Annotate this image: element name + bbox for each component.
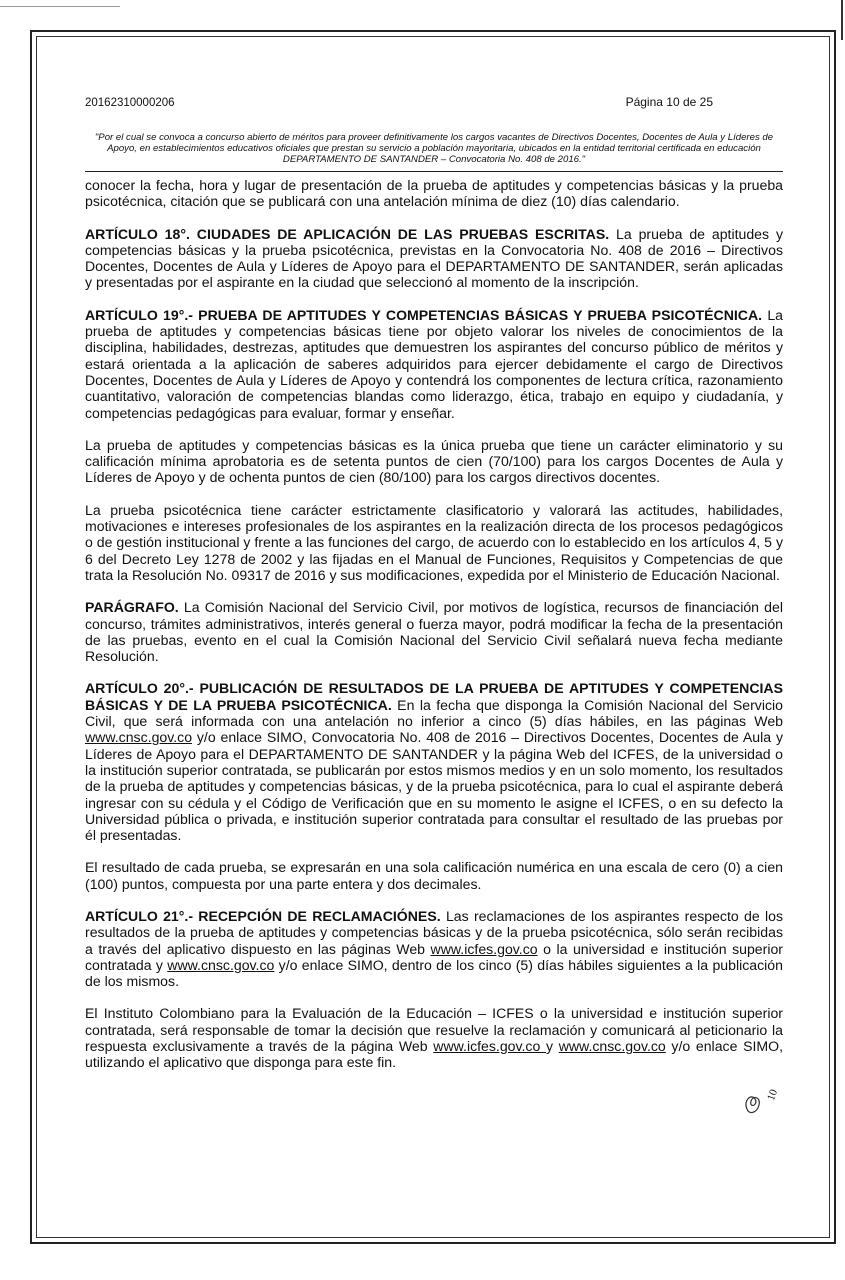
header-divider <box>85 171 783 172</box>
scan-edge-mark <box>841 0 843 40</box>
article-19-psychotechnical <box>85 502 783 583</box>
paragraph-text: o la universidad e institución superior contratada y <box>85 940 783 973</box>
article-heading: ARTÍCULO 21°.- RECEPCIÓN DE RECLAMACIÓNES. <box>85 907 441 924</box>
scan-edge-line <box>0 6 120 7</box>
paragraph-text: Las reclamaciones de los aspirantes respecto de los resultados de la prueba de aptitudes y competencias básicas y de la prueba psicotécnica, sólo serán recibidas a través del aplicativo dispuesto en las páginas Web <box>85 907 783 957</box>
web-link[interactable]: www.icfes.gov.co <box>430 940 538 957</box>
document-subtitle: "Por el cual se convoca a concurso abierto de méritos para proveer definitivamente los cargos vacantes de Directivos Docentes, Docentes de Aula y Líderes de Apoyo, en establecimientos educativos oficiales que prestan su servicio a población mayoritaria, ubicados en la entidad territorial certificada en educación DEPARTAMENTO DE SANTANDER – Convocatoria No. 408 de 2016." <box>94 132 774 165</box>
page-content <box>85 95 783 1121</box>
article-21 <box>85 908 783 989</box>
paragraph-text: conocer la fecha, hora y lugar de presentación de la prueba de aptitudes y competencias básicas y la prueba psicotécnica, citación que se publicará con una antelación mínima de diez (10) días calendario. <box>85 177 783 210</box>
document-body <box>85 177 783 1071</box>
paragraph-text: La prueba de aptitudes y competencias básicas es la única prueba que tiene un carácter eliminatorio y su calificación mínima aprobatoria es de setenta puntos de cien (70/100) para los cargos Docentes de Aula y Líderes de Apoyo y de ochenta puntos de cien (80/100) para los cargos directivos docentes. <box>85 436 783 486</box>
web-link[interactable]: www.icfes.gov.co <box>433 1038 546 1055</box>
signature-icon <box>743 1087 765 1117</box>
paragraph-text: y <box>545 1038 559 1055</box>
paragraph-text: En la fecha que disponga la Comisión Nacional del Servicio Civil, que será informada con una antelación no inferior a cinco (5) días hábiles, en las páginas Web <box>85 696 783 730</box>
page-number: Página 10 de 25 <box>625 95 713 109</box>
paragrafo <box>85 599 783 664</box>
paragraph-text: La Comisión Nacional del Servicio Civil, por motivos de logística, recursos de financiación del concurso, trámites administrativos, interés general o fuerza mayor, podrá modificar la fecha de la presentación de las pruebas, evento en el cual la Comisión Nacional del Servicio Civil señalará nueva fecha mediante Resolución. <box>85 599 783 665</box>
article-heading: PARÁGRAFO. <box>85 599 179 616</box>
article-heading: ARTÍCULO 20°.- PUBLICACIÓN DE RESULTADOS DE LA PRUEBA DE APTITUDES Y COMPETENCIAS BÁSICAS Y DE LA PRUEBA PSICOTÉCNICA. <box>85 680 783 713</box>
web-link[interactable]: www.cnsc.gov.co <box>167 956 275 973</box>
handwritten-initials <box>743 1087 783 1121</box>
paragraph-text: y/o enlace SIMO, utilizando el aplicativo que disponga para este fin. <box>85 1038 784 1071</box>
paragraph-text: La prueba de aptitudes y competencias básicas tiene por objeto valorar los niveles de conocimientos de la disciplina, habilidades, destrezas, aptitudes que demuestren los aspirantes del concurso público de méritos y estará orientada a la aplicación de saberes adquiridos para ejercer debidamente el cargo de Directivos Docentes, Docentes de Aula y Líderes de Apoyo y contendrá los componentes de lectura crítica, razonamiento cuantitativo, valoración de competencias blandas como liderazgo, ética, trabajo en equipo y ciudadanía, y competencias pedagógicas para evaluar, formar y enseñar. <box>85 306 783 421</box>
paragraph-text: La prueba psicotécnica tiene carácter estrictamente clasificatorio y valorará las actitudes, habilidades, motivaciones e intereses profesionales de los aspirantes en la realización directa de los procesos pedagógicos o de gestión institucional y frente a las funciones del cargo, de acuerdo con lo establecido en los artículos 4, 5 y 6 del Decreto Ley 1278 de 2002 y las fijadas en el Manual de Funciones, Requisitos y Competencias de que trata la Resolución No. 09317 de 2016 y sus modificaciones, expedida por el Ministerio de Educación Nacional. <box>85 501 783 583</box>
page-mark: 10 <box>764 1087 781 1102</box>
web-link[interactable]: www.cnsc.gov.co <box>558 1038 666 1055</box>
paragraph-text: La prueba de aptitudes y competencias básicas y la prueba psicotécnica, previstas en la Convocatoria No. 408 de 2016 – Directivos Docentes, Docentes de Aula y Líderes de Apoyo para el DEPARTAMENTO DE SANTANDER, serán aplicadas y presentadas por el aspirante en la ciudad que seleccionó al momento de la inscripción. <box>85 225 783 291</box>
article-18 <box>85 226 783 291</box>
paragraph-text: El Instituto Colombiano para la Evaluación de la Educación – ICFES o la universidad e institución superior contratada, será responsable de tomar la decisión que resuelve la reclamación y comunicará al peticionario la respuesta exclusivamente a través de la página Web <box>85 1005 783 1055</box>
article-21-icfes <box>85 1005 783 1070</box>
article-20-scale <box>85 859 783 892</box>
article-20 <box>85 680 783 843</box>
document-number: 20162310000206 <box>85 97 175 109</box>
paragraph-text: y/o enlace SIMO, dentro de los cinco (5) días hábiles siguientes a la publicación de los mismos. <box>85 956 783 990</box>
article-heading: ARTÍCULO 18°. CIUDADES DE APLICACIÓN DE LAS PRUEBAS ESCRITAS. <box>85 225 610 242</box>
article-heading: ARTÍCULO 19°.- PRUEBA DE APTITUDES Y COMPETENCIAS BÁSICAS Y PRUEBA PSICOTÉCNICA. <box>85 306 763 323</box>
continuation-paragraph <box>85 177 783 210</box>
article-19 <box>85 307 783 421</box>
article-19-minimum-score <box>85 437 783 486</box>
paragraph-text: El resultado de cada prueba, se expresarán en una sola calificación numérica en una escala de cero (0) a cien (100) puntos, compuesta por una parte entera y dos decimales. <box>85 859 783 892</box>
paragraph-text: y/o enlace SIMO, Convocatoria No. 408 de 2016 – Directivos Docentes, Docentes de Aula y Líderes de Apoyo para el DEPARTAMENTO DE SANTANDER y la página Web del ICFES, de la universidad o la institución superior contratada, se publicarán por estos mismos medios y en un solo momento, los resultados de la prueba de aptitudes y competencias básicas, y de la prueba psicotécnica, para lo cual el aspirante deberá ingresar con su cédula y el Código de Verificación que en su momento le asigne el ICFES, o en su defecto la Universidad pública o privada, e institución superior contratada para consultar el resultado de las pruebas por él presentadas. <box>85 729 783 844</box>
page-header <box>85 95 783 110</box>
web-link[interactable]: www.cnsc.gov.co <box>85 729 193 746</box>
